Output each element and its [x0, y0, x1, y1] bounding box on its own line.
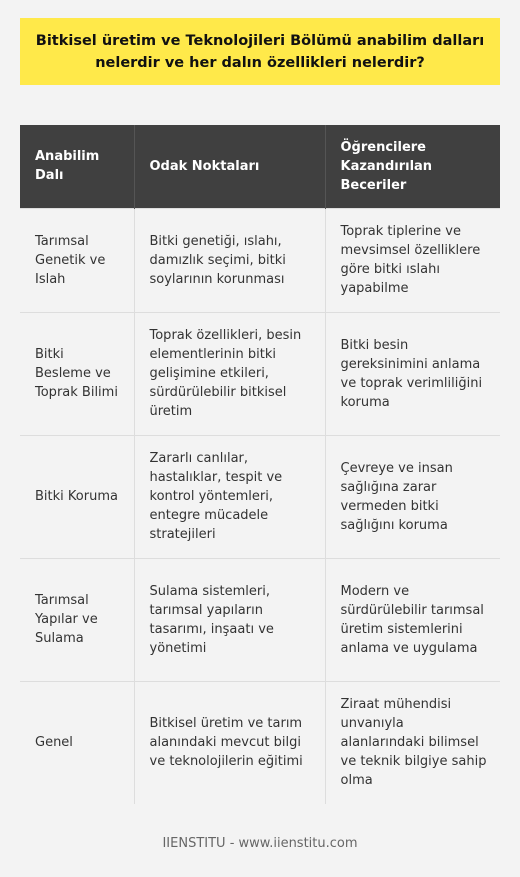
table-cell: Bitki besin gereksinimini anlama ve toprak verimliliğini koruma — [325, 312, 500, 435]
column-header: Odak Noktaları — [134, 125, 325, 208]
table-row — [20, 558, 500, 681]
table-row — [20, 435, 500, 558]
table-cell: Modern ve sürdürülebilir tarımsal üretim sistemlerini anlama ve uygulama — [325, 558, 500, 681]
table-cell: Toprak özellikleri, besin elementlerinin bitki gelişimine etkileri, sürdürülebilir bitkisel üretim — [134, 312, 325, 435]
info-table — [20, 125, 500, 804]
table-cell: Bitki Koruma — [20, 435, 134, 558]
column-header: Anabilim Dalı — [20, 125, 134, 208]
table-cell: Tarımsal Yapılar ve Sulama — [20, 558, 134, 681]
table-cell: Bitkisel üretim ve tarım alanındaki mevcut bilgi ve teknolojilerin eğitimi — [134, 681, 325, 804]
column-header: Öğrencilere Kazandırılan Beceriler — [325, 125, 500, 208]
table-cell: Bitki genetiği, ıslahı, damızlık seçimi, bitki soylarının korunması — [134, 208, 325, 312]
table-row — [20, 681, 500, 804]
table-cell: Tarımsal Genetik ve Islah — [20, 208, 134, 312]
table-cell: Genel — [20, 681, 134, 804]
table-cell: Sulama sistemleri, tarımsal yapıların tasarımı, inşaatı ve yönetimi — [134, 558, 325, 681]
table-cell: Zararlı canlılar, hastalıklar, tespit ve kontrol yöntemleri, entegre mücadele stratejileri — [134, 435, 325, 558]
table-row — [20, 312, 500, 435]
table-cell: Ziraat mühendisi unvanıyla alanlarındaki bilimsel ve teknik bilgiye sahip olma — [325, 681, 500, 804]
title-banner — [20, 18, 500, 85]
table-cell: Çevreye ve insan sağlığına zarar vermeden bitki sağlığını koruma — [325, 435, 500, 558]
table-row — [20, 208, 500, 312]
table-header-row — [20, 125, 500, 208]
page-title: Bitkisel üretim ve Teknolojileri Bölümü anabilim dalları nelerdir ve her dalın özellikleri nelerdir? — [35, 32, 485, 71]
table-cell: Toprak tiplerine ve mevsimsel özelliklere göre bitki ıslahı yapabilme — [325, 208, 500, 312]
table-cell: Bitki Besleme ve Toprak Bilimi — [20, 312, 134, 435]
footer-credit: IIENSTITU - www.iienstitu.com — [162, 836, 358, 851]
